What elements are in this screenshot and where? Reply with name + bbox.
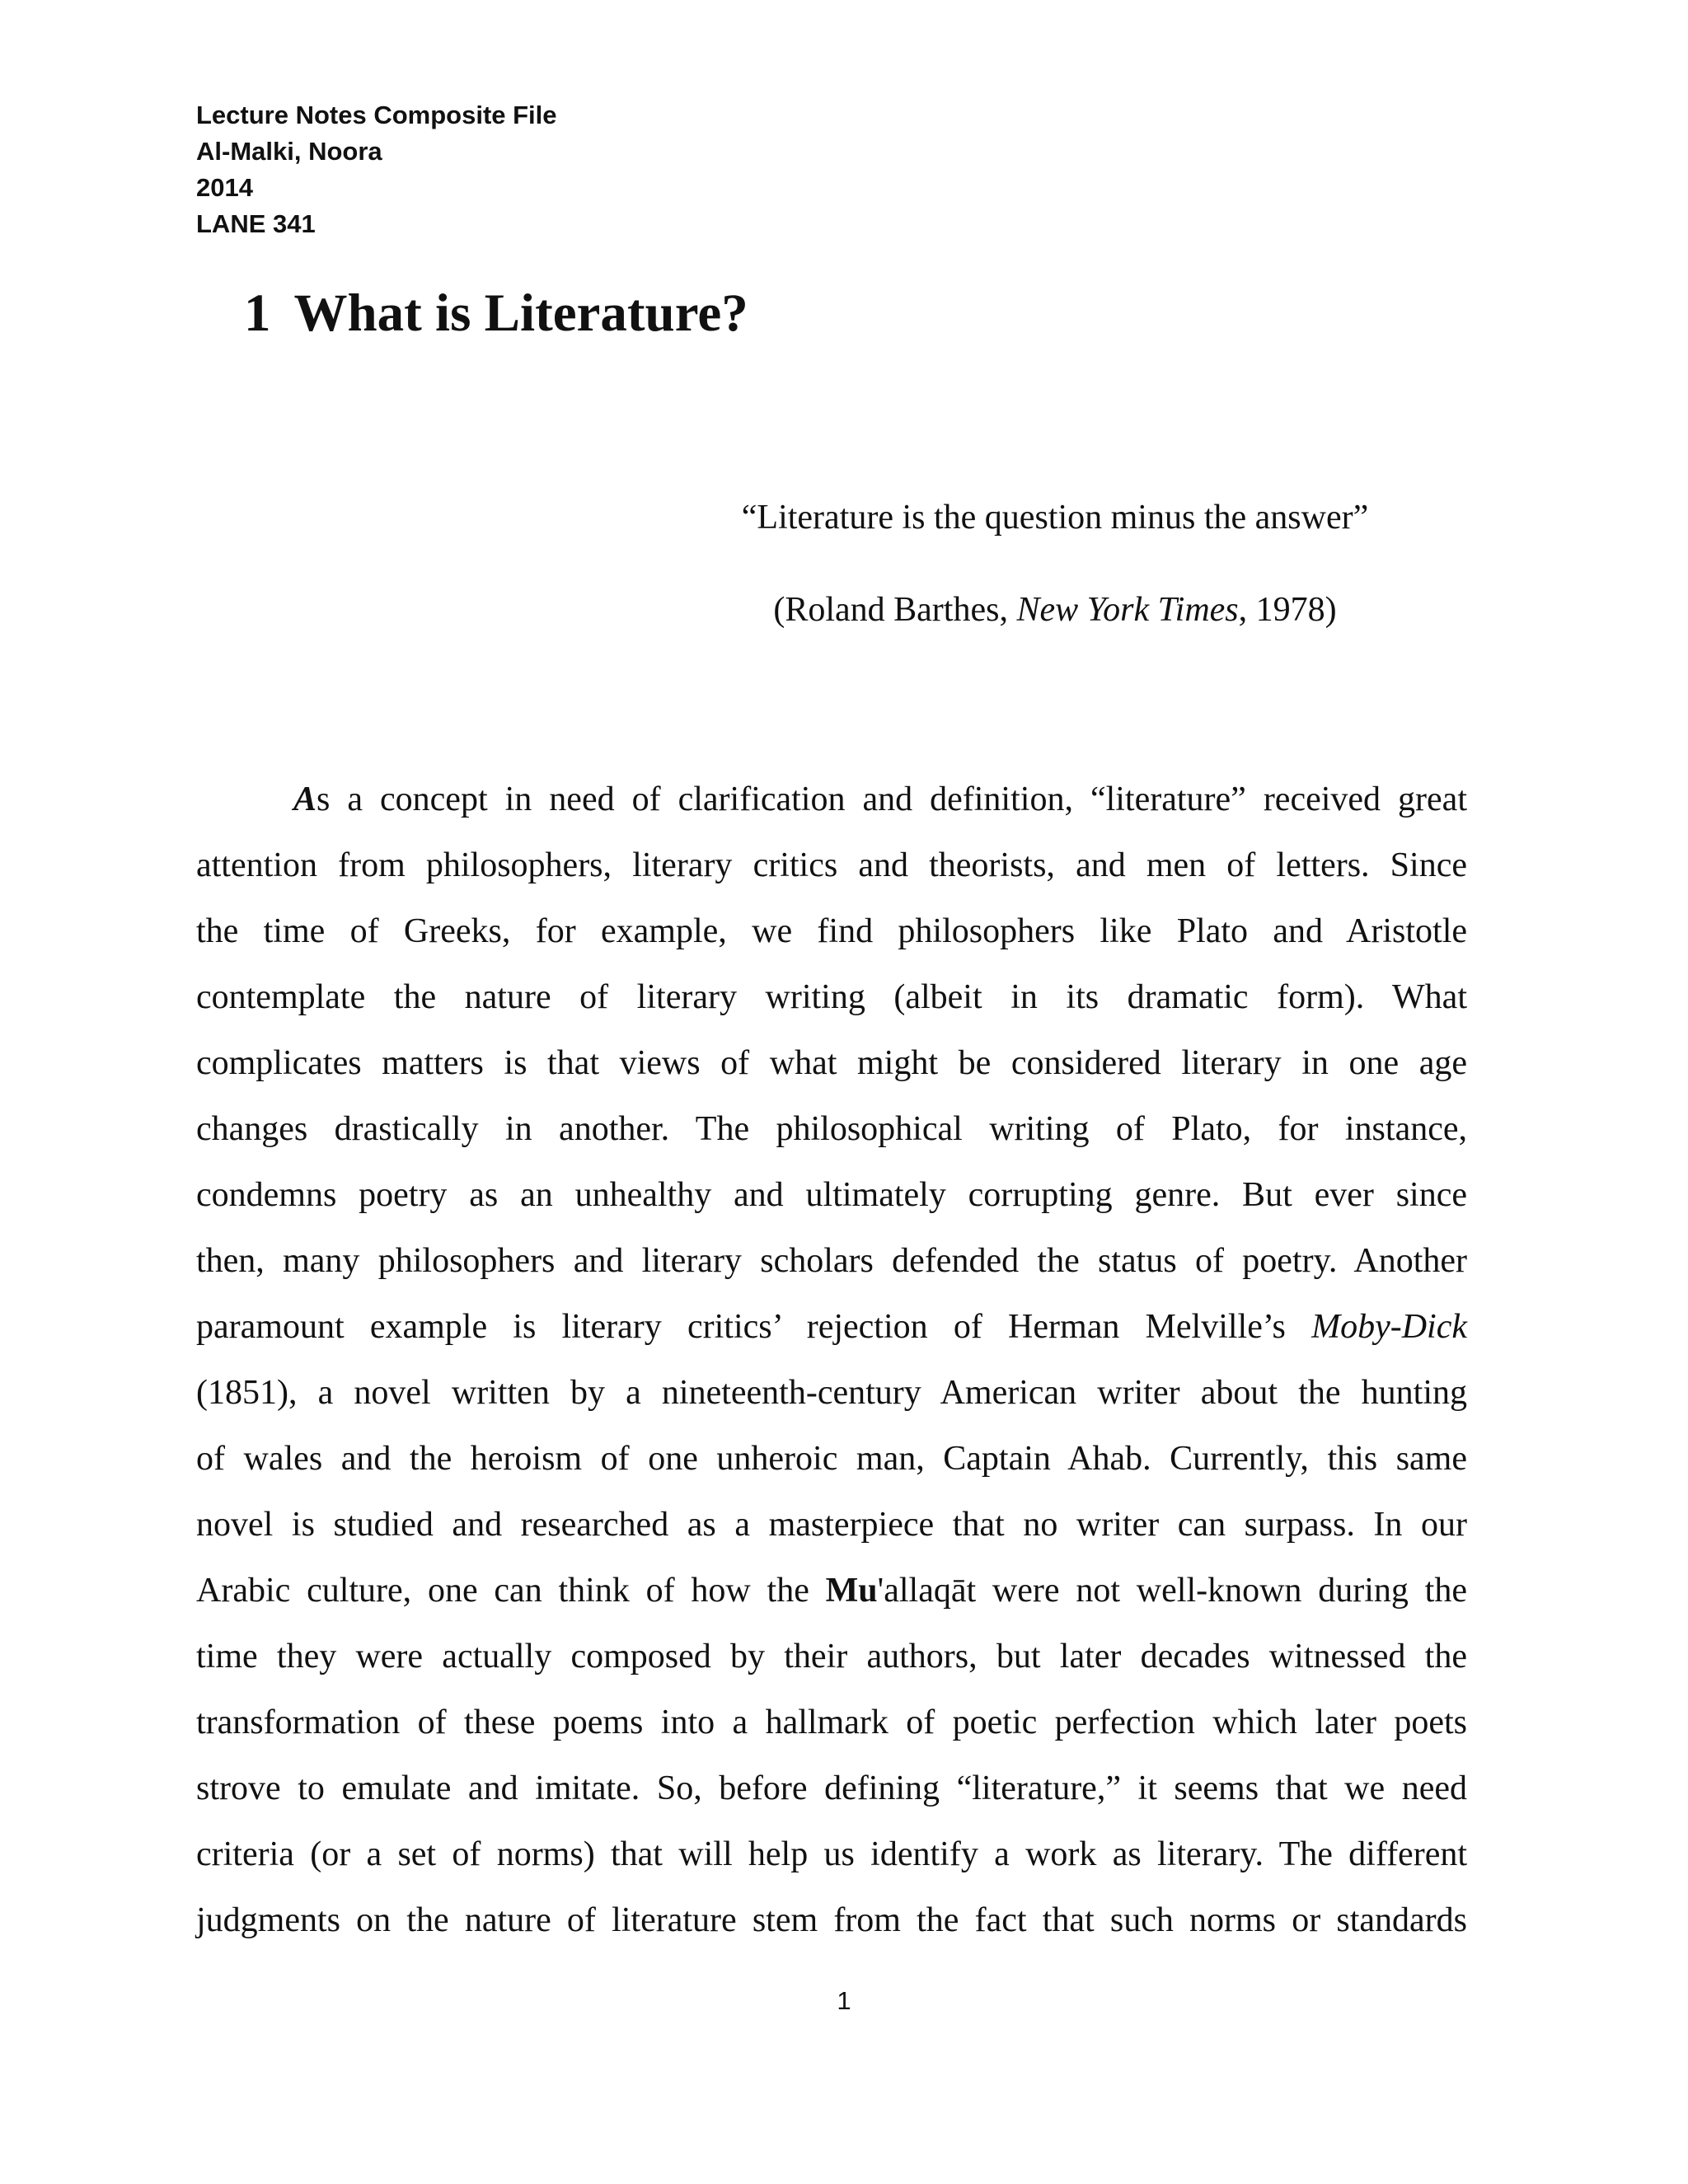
body-line: transformation of these poems into a hallmark of poetic perfection which later poets [196, 1704, 1467, 1741]
header-year: 2014 [196, 173, 253, 202]
body-line-text: 'allaqāt were not well-known during the [877, 1572, 1467, 1610]
book-title-moby-dick: Moby-Dick [1311, 1308, 1467, 1346]
epigraph-quote: “Literature is the question minus the answer” [741, 499, 1369, 537]
body-line: (1851), a novel written by a nineteenth-century American writer about the hunting [196, 1374, 1467, 1412]
body-line: criteria (or a set of norms) that will help us identify a work as literary. The different [196, 1835, 1467, 1873]
epigraph-cite-close: , 1978) [1238, 591, 1337, 629]
body-line [196, 766, 1467, 832]
body-line: novel is studied and researched as a masterpiece that no writer can surpass. In our [196, 1506, 1467, 1544]
body-line: time they were actually composed by their authors, but later decades witnessed the [196, 1638, 1467, 1675]
chapter-heading [244, 280, 748, 346]
body-line: attention from philosophers, literary critics and theorists, and men of letters. Since [196, 846, 1467, 884]
chapter-number: 1 [244, 284, 271, 343]
body-line: the time of Greeks, for example, we find philosophers like Plato and Aristotle [196, 912, 1467, 950]
body-line: condemns poetry as an unhealthy and ultimately corrupting genre. But ever since [196, 1176, 1467, 1214]
body-line-text: Arabic culture, one can think of how the [196, 1572, 826, 1610]
body-line: complicates matters is that views of what might be considered literary in one age [196, 1044, 1467, 1082]
body-paragraph [196, 766, 1467, 1953]
body-line-text: paramount example is literary critics’ rejection of Herman Melville’s [196, 1308, 1312, 1346]
page-number: 1 [837, 1986, 851, 2015]
epigraph-citation [643, 587, 1467, 633]
body-line-text: s a concept in need of clarification and definition, “literature” received great [316, 780, 1467, 818]
body-line: strove to emulate and imitate. So, before defining “literature,” it seems that we need [196, 1769, 1467, 1807]
body-line: judgments on the nature of literature stem from the fact that such norms or standards [196, 1901, 1467, 1939]
body-line: contemplate the nature of literary writing (albeit in its dramatic form). What [196, 978, 1467, 1016]
body-line: of wales and the heroism of one unheroic man, Captain Ahab. Currently, this same [196, 1440, 1467, 1478]
epigraph-cite-open: (Roland Barthes, [773, 591, 1017, 629]
epigraph-cite-source: New York Times [1016, 591, 1239, 629]
body-line: changes drastically in another. The philosophical writing of Plato, for instance, [196, 1110, 1467, 1148]
body-line: then, many philosophers and literary scholars defended the status of poetry. Another [196, 1242, 1467, 1280]
body-line [196, 1558, 1467, 1624]
body-line [196, 1294, 1467, 1360]
chapter-title-text: What is Literature? [293, 284, 748, 343]
drop-cap: A [293, 780, 317, 818]
header-author: Al-Malki, Noora [196, 137, 382, 166]
term-mu-bold: Mu [825, 1572, 878, 1610]
header-file-title: Lecture Notes Composite File [196, 101, 557, 129]
document-header [196, 97, 557, 242]
header-course: LANE 341 [196, 209, 316, 238]
